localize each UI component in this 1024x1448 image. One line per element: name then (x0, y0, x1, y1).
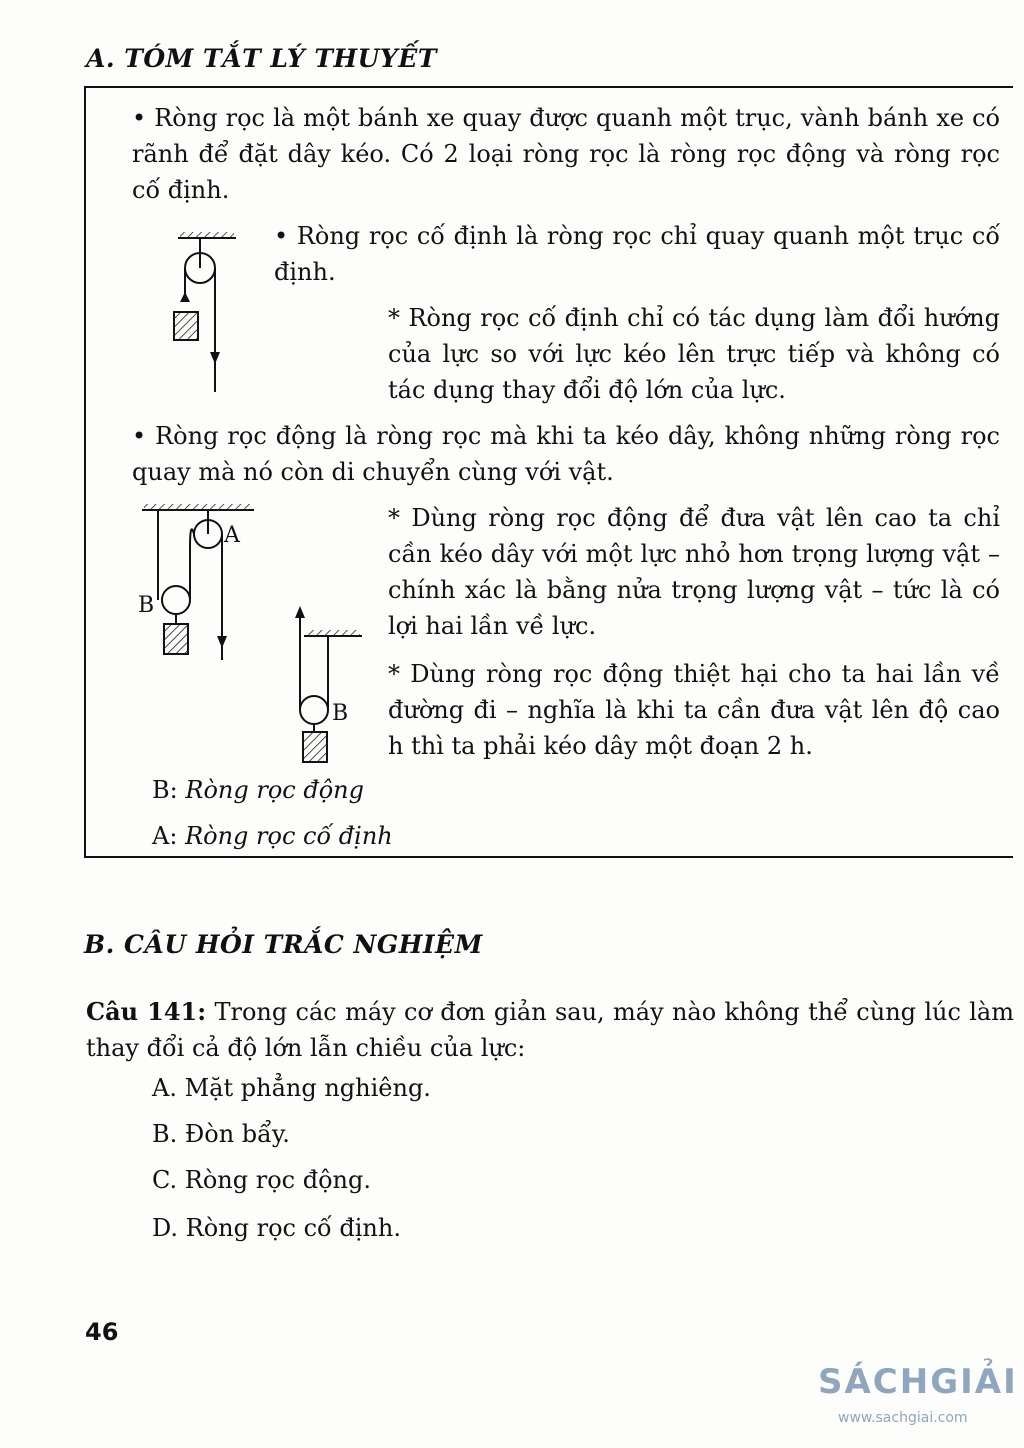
option-c: C. Ròng rọc động. (152, 1166, 371, 1194)
section-b-title: B. CÂU HỎI TRẮC NGHIỆM (84, 930, 483, 959)
movable-pulley-b (162, 586, 190, 614)
pulley-system-figure (136, 498, 266, 668)
movable-pulley-b2 (300, 696, 328, 724)
watermark-url: www.sachgiai.com (838, 1410, 968, 1426)
theory-paragraph-fixed-pulley-effect: * Ròng rọc cố định chỉ có tác dụng làm đổi hướng của lực so với lực kéo lên trực tiếp và không có tác dụng thay đổi độ lớn của lực. (388, 304, 1000, 404)
question-141 (86, 994, 1014, 1066)
load-block (303, 732, 327, 762)
option-d: D. Ròng rọc cố định. (152, 1214, 401, 1242)
theory-paragraph-pulley-definition: • Ròng rọc là một bánh xe quay được quanh một trục, vành bánh xe có rãnh để đặt dây kéo. Có 2 loại ròng rọc là ròng rọc động và ròng rọc cố định. (132, 104, 1000, 204)
legend-a (152, 818, 393, 854)
movable-pulley-figure (290, 602, 370, 772)
page-number: 46 (85, 1318, 119, 1346)
watermark-logo (818, 1362, 1018, 1426)
load-block (164, 624, 188, 654)
question-text: Trong các máy cơ đơn giản sau, máy nào không thể cùng lúc làm thay đổi cả độ lớn lẫn chiều của lực: (86, 998, 1014, 1062)
fixed-pulley-figure (160, 222, 240, 402)
legend-b-value: Ròng rọc động (185, 776, 364, 804)
legend-b (152, 772, 364, 808)
theory-paragraph-movable-pulley: • Ròng rọc động là ròng rọc mà khi ta kéo dây, không những ròng rọc quay mà nó còn di chuyển cùng với vật. (132, 422, 1000, 486)
theory-paragraph-movable-disadvantage: * Dùng ròng rọc động thiệt hại cho ta hai lần về đường đi – nghĩa là khi ta cần đưa vật lên độ cao h thì ta phải kéo dây một đoạn 2 h. (388, 660, 1000, 760)
label-b: B (138, 593, 155, 618)
watermark-name: SÁCHGIẢI (818, 1362, 1018, 1402)
label-a: A (224, 523, 240, 548)
section-a-title: A. TÓM TẮT LÝ THUYẾT (86, 44, 437, 73)
legend-a-key: A: (152, 822, 178, 850)
label-b2: B (332, 701, 349, 726)
question-number: Câu 141: (86, 997, 207, 1026)
ceiling-hatch (178, 232, 236, 238)
legend-b-key: B: (152, 776, 178, 804)
legend-a-value: Ròng rọc cố định (185, 822, 393, 850)
option-a: A. Mặt phẳng nghiêng. (152, 1074, 431, 1102)
theory-paragraph-movable-advantage: * Dùng ròng rọc động để đưa vật lên cao ta chỉ cần kéo dây với một lực nhỏ hơn trọng lượng vật – chính xác là bằng nửa trọng lượng vật – tức là có lợi hai lần về lực. (388, 504, 1000, 640)
load-block (174, 312, 198, 340)
theory-paragraph-fixed-pulley: • Ròng rọc cố định là ròng rọc chỉ quay quanh một trục cố định. (274, 222, 1000, 286)
option-b: B. Đòn bẩy. (152, 1120, 290, 1148)
